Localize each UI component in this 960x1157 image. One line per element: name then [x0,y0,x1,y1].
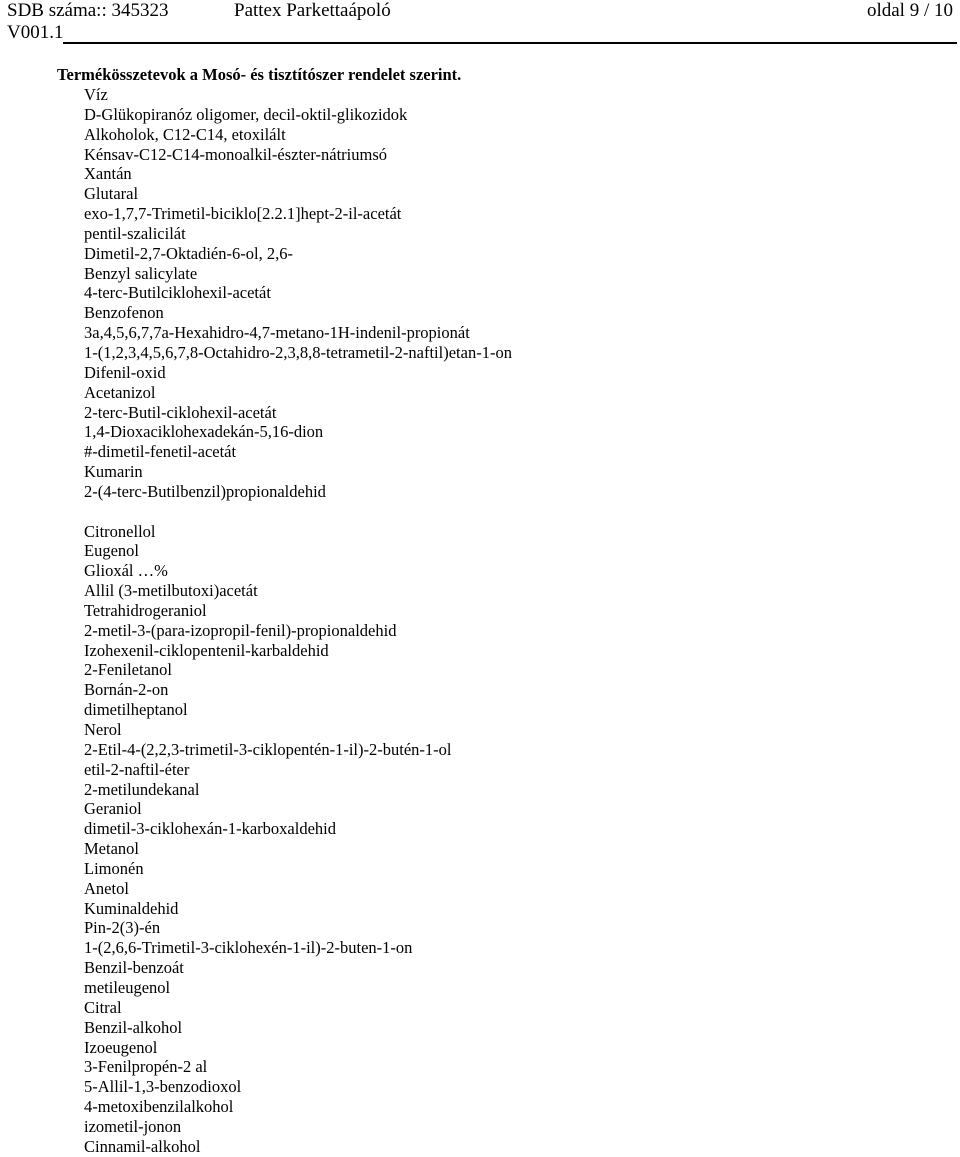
ingredient-item: Nerol [84,720,122,739]
ingredient-item: Kuminaldehid [84,898,179,918]
ingredient-item: Eugenol [84,541,139,561]
ingredient-item: Benzil-alkohol [84,1017,183,1037]
ingredient-item: Citral [84,997,122,1017]
ingredient-item: 3a,4,5,6,7,7a-Hexahidro-4,7-metano-1H-indenil-propionát [84,323,470,343]
ingredient-item: Izoeugenol [84,1037,158,1057]
ingredient-item: Allil (3-metilbutoxi)acetát [84,581,258,601]
ingredient-item: Víz [84,85,108,104]
ingredient-item: 4-metoxibenzilalkohol [84,1097,234,1117]
ingredient-item: pentil-szalicilát [84,223,186,243]
ingredient-item: 2-metilundekanal [84,779,200,799]
ingredient-item: Bornán-2-on [84,680,169,700]
ingredient-item: 2-(4-terc-Butilbenzil)propionaldehid [84,481,326,501]
ingredient-item: 1-(1,2,3,4,5,6,7,8-Octahidro-2,3,8,8-tetrametil-2-naftil)etan-1-on [84,342,512,362]
ingredient-item: Difenil-oxid [84,362,166,382]
ingredient-item: Cinnamil-alkohol [84,1136,201,1156]
ingredient-item: Xantán [84,164,132,184]
list-spacer [84,502,512,522]
page-indicator: oldal 9 / 10 [866,0,953,21]
ingredient-item: Limonén [84,858,144,878]
ingredient-item: 1,4-Dioxaciklohexadekán-5,16-dion [84,422,324,442]
header-divider [63,42,957,44]
ingredient-item: Alkoholok, C12-C14, etoxilált [84,124,286,144]
ingredient-item: #-dimetil-fenetil-acetát [84,442,237,462]
ingredient-item: 3-Fenilpropén-2 al [84,1057,208,1077]
ingredient-item: etil-2-naftil-éter [84,759,190,779]
sdb-number: SDB száma:: 345323 [7,0,169,21]
ingredient-item: Geraniol [84,799,142,819]
ingredient-item: 2-terc-Butil-ciklohexil-acetát [84,402,277,422]
ingredient-item: 5-Allil-1,3-benzodioxol [84,1077,242,1097]
ingredient-item: Kénsav-C12-C14-monoalkil-észter-nátriumsó [84,144,388,164]
ingredient-item: Kumarin [84,462,143,482]
ingredient-item: Metanol [84,839,139,859]
ingredient-item: Glioxál …% [84,561,168,581]
ingredient-item: 1-(2,6,6-Trimetil-3-ciklohexén-1-il)-2-buten-1-on [84,938,413,958]
version-label: V001.1 [7,22,64,43]
ingredient-item: Acetanizol [84,382,156,402]
ingredient-item: Benzofenon [84,303,164,323]
ingredient-item: izometil-jonon [84,1116,182,1136]
ingredient-item: exo-1,7,7-Trimetil-biciklo[2.2.1]hept-2-il-acetát [84,204,402,224]
page-header [7,0,953,22]
ingredient-item: Tetrahidrogeraniol [84,600,207,620]
ingredient-item: metileugenol [84,977,171,997]
ingredient-item: Benzil-benzoát [84,958,184,978]
ingredient-item: Dimetil-2,7-Oktadién-6-ol, 2,6- [84,243,293,263]
ingredient-item: Pin-2(3)-én [84,918,161,938]
ingredient-item: Izohexenil-ciklopentenil-karbaldehid [84,640,329,660]
ingredient-item: D-Glükopiranóz oligomer, decil-oktil-glikozidok [84,104,408,124]
ingredient-item: 2-metil-3-(para-izopropil-fenil)-propionaldehid [84,620,397,640]
ingredient-item: 4-terc-Butilciklohexil-acetát [84,283,271,303]
ingredient-item: 2-Feniletanol [84,660,172,680]
ingredient-list [84,85,512,1157]
ingredient-item: Benzyl salicylate [84,263,198,283]
ingredient-item: dimetilheptanol [84,700,188,720]
ingredient-item: Anetol [84,878,129,898]
ingredient-item: 2-Etil-4-(2,2,3-trimetil-3-ciklopentén-1-il)-2-butén-1-ol [84,739,452,759]
ingredient-item: dimetil-3-ciklohexán-1-karboxaldehid [84,819,336,839]
product-name: Pattex Parkettaápoló [234,0,391,21]
section-heading: Termékösszetevok a Mosó- és tisztítószer rendelet szerint. [57,65,462,84]
ingredient-item: Citronellol [84,521,156,541]
ingredient-item: Glutaral [84,184,139,204]
